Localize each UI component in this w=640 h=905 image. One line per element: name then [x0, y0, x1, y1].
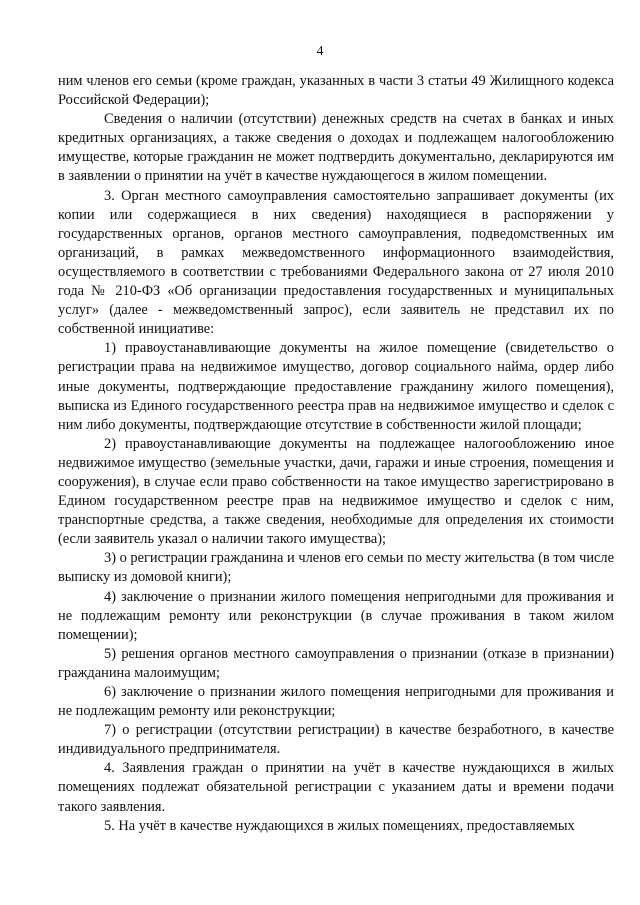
paragraph-item-5: 5. На учёт в качестве нуждающихся в жилых помещениях, предоставляемых: [104, 817, 575, 834]
list-item-4: 4) заключение о признании жилого помещения непригодными для проживания и не подлежащим ремонту или реконструкции (в случае проживания в таком жилом помещении);: [58, 588, 614, 643]
paragraph-item-4: 4. Заявления граждан о принятии на учёт в качестве нуждающихся в жилых помещениях подлежат обязательной регистрации с указанием даты и времени подачи такого заявления.: [58, 760, 614, 815]
list-item-3: 3) о регистрации гражданина и членов его семьи по месту жительства (в том числе выписку из домовой книги);: [58, 550, 614, 586]
list-item-2: 2) правоустанавливающие документы на подлежащее налогообложению иное недвижимое имущество (земельные участки, дачи, гаражи и иные строения, помещения и сооружения), в случае если право собственности на такое имущество зарегистрировано в Едином государственном реестре прав на недвижимое имущество и сделок с ним, транспортные средства, а также сведения, необходимые для определения их стоимости (если заявитель указал о наличии такого имущества);: [58, 435, 614, 548]
list-item-6: 6) заключение о признании жилого помещения непригодными для проживания и не подлежащим ремонту или реконструкции;: [58, 684, 614, 720]
document-body: [58, 72, 614, 836]
page-number: 4: [316, 44, 324, 59]
paragraph-continuation: ним членов его семьи (кроме граждан, указанных в части 3 статьи 49 Жилищного кодекса Российской Федерации);: [58, 73, 614, 109]
list-item-5: 5) решения органов местного самоуправления о признании (отказе в признании) гражданина малоимущим;: [58, 645, 614, 681]
list-item-7: 7) о регистрации (отсутствии регистрации) в качестве безработного, в качестве индивидуального предпринимателя.: [58, 722, 614, 758]
paragraph-item-3: 3. Орган местного самоуправления самостоятельно запрашивает документы (их копии или содержащиеся в них сведения) находящиеся в распоряжении у государственных органов, органов местного самоуправления, подведомственных им организаций, в рамках межведомственного информационного взаимодействия, осуществляемого в соответствии с требованиями Федерального закона от 27 июля 2010 года № 210-ФЗ «Об организации предоставления государственных и муниципальных услуг» (далее - межведомственный запрос), если заявитель не представил их по собственной инициативе:: [58, 187, 614, 338]
list-item-1: 1) правоустанавливающие документы на жилое помещение (свидетельство о регистрации права на недвижимое имущество, договор социального найма, ордер либо иные документы, подтверждающие предоставление гражданину жилого помещения), выписка из Единого государственного реестра прав на недвижимое имущество и сделок с ним либо документы, подтверждающие отсутствие в собственности жилой площади;: [58, 340, 614, 433]
paragraph-income-info: Сведения о наличии (отсутствии) денежных средств на счетах в банках и иных кредитных организациях, а также сведения о доходах и подлежащем налогообложению имуществе, которые гражданин не может подтвердить документально, декларируются им в заявлении о принятии на учёт в качестве нуждающегося в жилом помещении.: [58, 111, 614, 185]
